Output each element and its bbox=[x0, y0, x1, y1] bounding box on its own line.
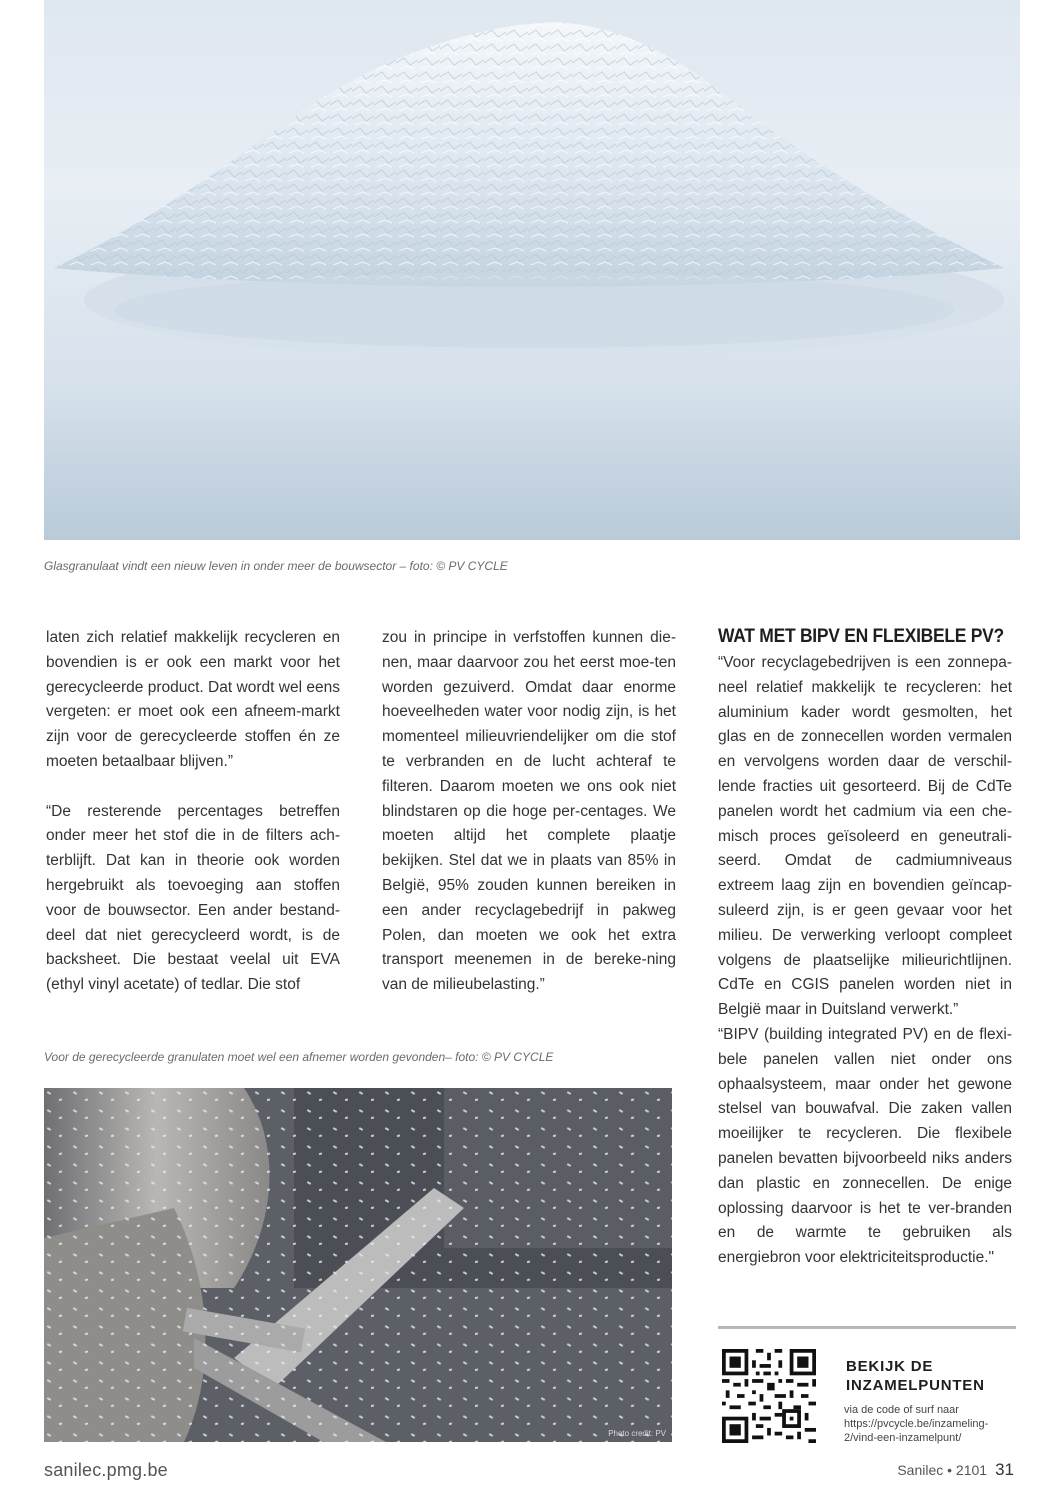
column-2-paragraph-1: zou in principe in verfstoffen kunnen die-nen, maar daarvoor zou het eerst moe-ten worden gezuiverd. Omdat daar enorme hoeveelheden water voor nodig zijn, is het momenteel milieuvriendelijker om die stof te verbranden en de lucht achteraf te filteren. Daarom moeten we ons ook niet blindstaren op die hoge per-centages. We moeten altijd het complete plaatje bekijken. Stel dat we in plaats van 85% in België, 95% zouden kunnen bereiken in een ander recyclagebedrijf in pakweg Polen, dan moeten we ook het extra transport meenemen in de bereke-ning van de milieubelasting.” bbox=[382, 629, 676, 994]
link-url-part-2: 2/vind-een-inzamelpunt/ bbox=[844, 1432, 962, 1444]
page-number: 31 bbox=[995, 1460, 1014, 1479]
hero-caption: Glasgranulaat vindt een nieuw leven in onder meer de bouwsector – foto: © PV CYCLE bbox=[44, 559, 508, 573]
glass-pile-image bbox=[44, 0, 1020, 540]
photo2-caption: Voor de gerecycleerde granulaten moet wel een afnemer worden gevonden– foto: © PV CYCLE bbox=[44, 1050, 554, 1064]
machine-photo bbox=[44, 1088, 672, 1442]
column-1-paragraph-2: “De resterende percentages betreffen onder meer het stof die in de filters ach-terblijft. Dat kan in theorie ook worden hergebruikt als toevoeging aan stoffen voor de bouwsector. Een ander bestand-deel dat niet gerecycleerd wordt, is de backsheet. Die bestaat veelal uit EVA (ethyl vinyl acetate) of tedlar. Die stof bbox=[46, 802, 340, 994]
collection-points-link[interactable] bbox=[844, 1403, 988, 1445]
column-1-paragraph-1: laten zich relatief makkelijk recycleren en bovendien is er ook een markt voor het gerecycleerde product. Dat wordt wel eens vergeten: er moet ook een afneem-markt zijn voor de gerecycleerde stoffen én ze moeten betaalbaar blijven.” bbox=[46, 629, 340, 770]
hero-photo bbox=[44, 0, 1020, 540]
footer-issue bbox=[897, 1460, 1014, 1480]
link-url-part-1: https://pvcycle.be/inzameling- bbox=[844, 1418, 989, 1430]
article-column-3 bbox=[718, 651, 1012, 1271]
column-3-paragraph-2: “BIPV (building integrated PV) en de flexi-bele panelen vallen niet onder ons ophaalsysteem, maar onder het gewone stelsel van bouwafval. Die zaken vallen moeilijker te recycleren. Die flexibele panelen bevatten bijvoorbeeld niks anders dan plastic en zonnecellen. De enige oplossing daarvoor is het te ver-branden en de warmte te gebruiken als energiebron voor elektriciteitsproductie." bbox=[718, 1025, 1012, 1267]
photo-credit: Photo credit: PV bbox=[608, 1429, 666, 1438]
issue-label: Sanilec • 2101 bbox=[897, 1462, 988, 1478]
article-column-2 bbox=[382, 626, 676, 998]
link-intro: via de code of surf naar bbox=[844, 1404, 959, 1416]
title-line-2: INZAMELPUNTEN bbox=[846, 1377, 985, 1394]
machine-image bbox=[44, 1088, 672, 1442]
collection-points-box bbox=[718, 1326, 1016, 1453]
footer-website[interactable]: sanilec.pmg.be bbox=[44, 1460, 168, 1480]
column-3-paragraph-1: “Voor recyclagebedrijven is een zonnepa-neel relatief makkelijk te recycleren: het aluminium kader wordt gesmolten, het glas en de zonnecellen worden vermalen en vervolgens worden daar de verschil-lende fracties uit gesorteerd. Bij de CdTe panelen wordt het cadmium via een che-misch proces geïsoleerd en geneutrali-seerd. Omdat de cadmiumniveaus extreem laag zijn en bovendien geïncap-suleerd zijn, is er geen gevaar voor het milieu. De verwerking verloopt compleet volgens de plaatselijke milieurichtlijnen. CdTe en CGIS panelen worden niet in België maar in Duitsland verwerkt.” bbox=[718, 654, 1012, 1019]
title-line-1: BEKIJK DE bbox=[846, 1358, 934, 1375]
article-column-1 bbox=[46, 626, 340, 998]
qr-code-icon[interactable] bbox=[722, 1349, 816, 1443]
collection-points-title bbox=[846, 1357, 985, 1395]
section-heading: WAT MET BIPV EN FLEXIBELE PV? bbox=[718, 626, 1004, 647]
